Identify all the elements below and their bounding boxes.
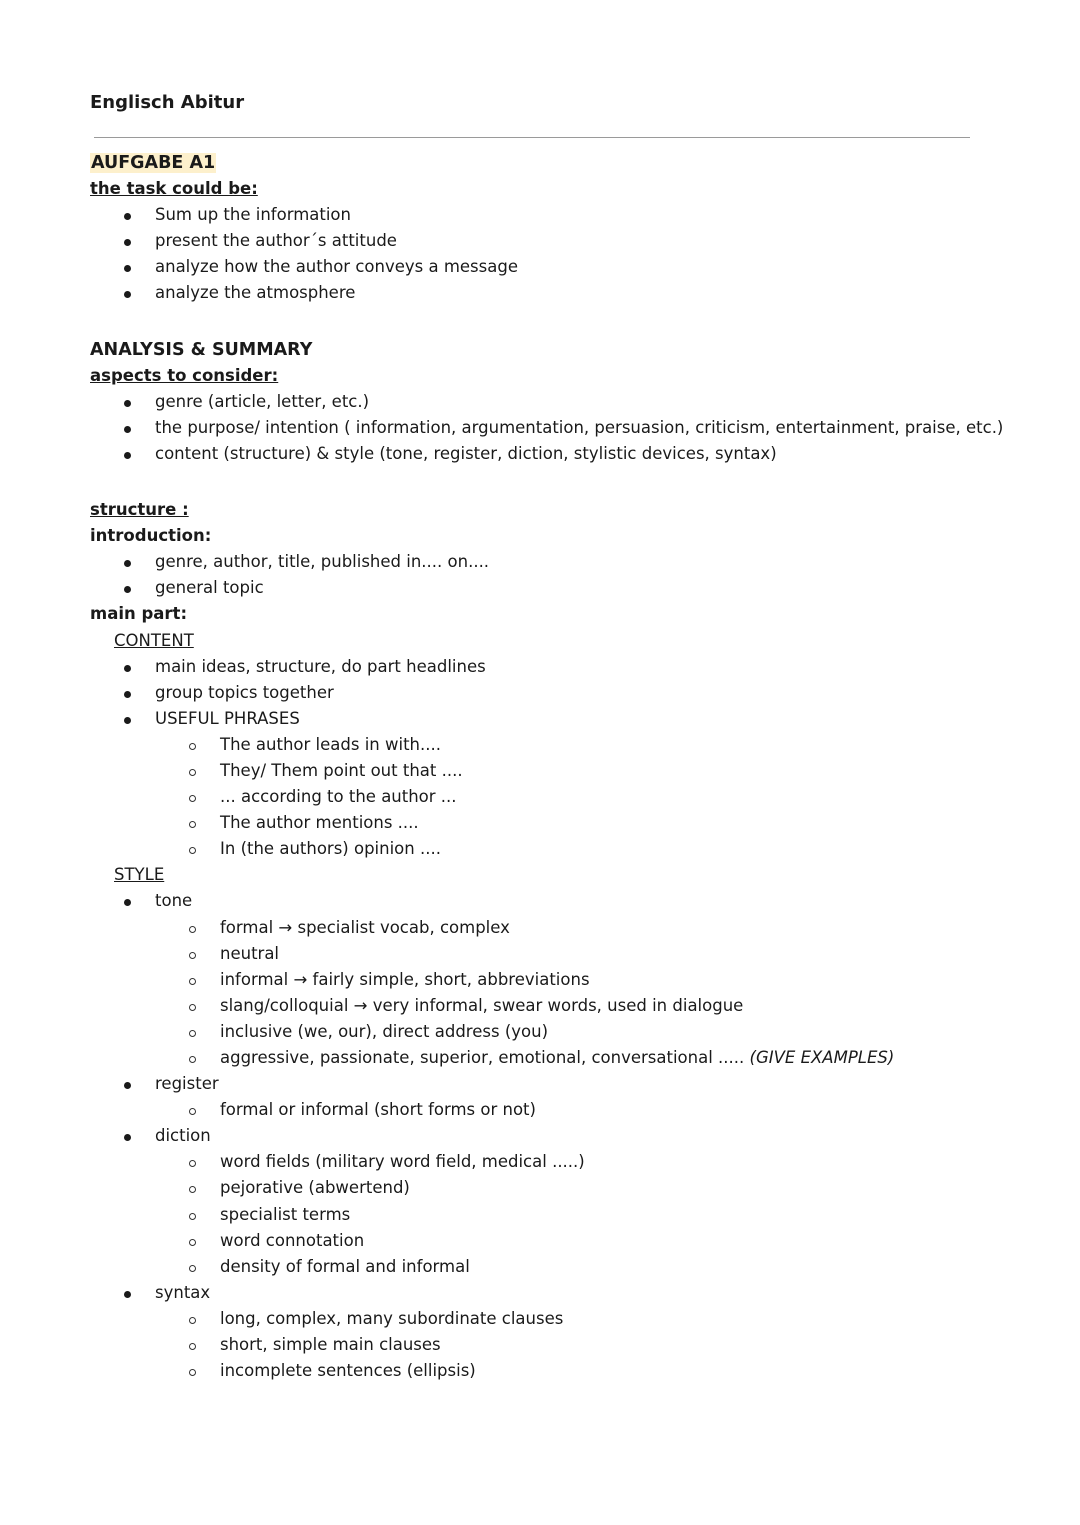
highlighted-heading: AUFGABE A1 <box>91 153 216 173</box>
circle-bullet-icon <box>189 926 196 933</box>
list-item: the purpose/ intention ( information, argumentation, persuasion, criticism, entertainment, praise, etc.) <box>90 415 990 441</box>
sub-list-item: formal → specialist vocab, complex <box>90 915 990 941</box>
circle-bullet-icon <box>189 847 196 854</box>
bullet-icon <box>124 899 131 906</box>
sub-list-item: The author leads in with.... <box>90 732 990 758</box>
bullet-icon <box>124 452 131 459</box>
list-item: Sum up the information <box>90 202 990 228</box>
list-item: analyze the atmosphere <box>90 280 990 306</box>
circle-bullet-icon <box>189 952 196 959</box>
circle-bullet-icon <box>189 1265 196 1272</box>
circle-bullet-icon <box>189 1317 196 1324</box>
circle-bullet-icon <box>189 1239 196 1246</box>
list-item: USEFUL PHRASES <box>90 706 990 732</box>
circle-bullet-icon <box>189 795 196 802</box>
structure-label: structure : <box>90 500 189 520</box>
bullet-icon <box>124 1291 131 1298</box>
document-title: Englisch Abitur <box>90 92 245 113</box>
bullet-icon <box>124 291 131 298</box>
circle-bullet-icon <box>189 1213 196 1220</box>
list-item: syntax <box>90 1280 990 1306</box>
list-item: present the author´s attitude <box>90 228 990 254</box>
bullet-icon <box>124 213 131 220</box>
list-item: group topics together <box>90 680 990 706</box>
main-part-label: main part: <box>90 604 188 624</box>
sub-list-item: slang/colloquial → very informal, swear words, used in dialogue <box>90 993 990 1019</box>
circle-bullet-icon <box>189 1343 196 1350</box>
bullet-icon <box>124 265 131 272</box>
aspects-label: aspects to consider: <box>90 365 279 385</box>
section-heading-analysis: ANALYSIS & SUMMARY <box>90 339 313 360</box>
circle-bullet-icon <box>189 1004 196 1011</box>
sub-list-item: formal or informal (short forms or not) <box>90 1097 990 1123</box>
circle-bullet-icon <box>189 743 196 750</box>
bullet-icon <box>124 691 131 698</box>
examples-note: (GIVE EXAMPLES) <box>749 1048 895 1067</box>
sub-list-item: They/ Them point out that .... <box>90 758 990 784</box>
sub-list-item: short, simple main clauses <box>90 1332 990 1358</box>
style-subheading: STYLE <box>114 865 165 885</box>
bullet-icon <box>124 586 131 593</box>
circle-bullet-icon <box>189 978 196 985</box>
circle-bullet-icon <box>189 1186 196 1193</box>
sub-list-item: neutral <box>90 941 990 967</box>
sub-list-item: ... according to the author ... <box>90 784 990 810</box>
sub-list-item: pejorative (abwertend) <box>90 1175 990 1201</box>
task-label: the task could be: <box>90 179 258 199</box>
circle-bullet-icon <box>189 1030 196 1037</box>
bullet-icon <box>124 560 131 567</box>
sub-list-item: The author mentions .... <box>90 810 990 836</box>
list-item: main ideas, structure, do part headlines <box>90 654 990 680</box>
sub-list-item: density of formal and informal <box>90 1254 990 1280</box>
content-subheading: CONTENT <box>114 630 194 650</box>
document-body <box>90 150 1004 1384</box>
sub-list-item: inclusive (we, our), direct address (you) <box>90 1019 990 1045</box>
list-item: general topic <box>90 575 990 601</box>
sub-list-item: word connotation <box>90 1228 990 1254</box>
bullet-icon <box>124 426 131 433</box>
sub-list-item: aggressive, passionate, superior, emotional, conversational ..... (GIVE EXAMPLES) <box>90 1045 990 1071</box>
list-item: register <box>90 1071 990 1097</box>
bullet-icon <box>124 1134 131 1141</box>
bullet-icon <box>124 665 131 672</box>
circle-bullet-icon <box>189 1369 196 1376</box>
circle-bullet-icon <box>189 769 196 776</box>
bullet-icon <box>124 400 131 407</box>
sub-list-item: long, complex, many subordinate clauses <box>90 1306 990 1332</box>
circle-bullet-icon <box>189 821 196 828</box>
horizontal-divider <box>94 137 970 138</box>
sub-list-item: In (the authors) opinion .... <box>90 836 990 862</box>
circle-bullet-icon <box>189 1160 196 1167</box>
list-item: tone <box>90 888 990 914</box>
circle-bullet-icon <box>189 1056 196 1063</box>
circle-bullet-icon <box>189 1108 196 1115</box>
list-item: analyze how the author conveys a message <box>90 254 990 280</box>
list-item: genre, author, title, published in.... on.... <box>90 549 990 575</box>
bullet-icon <box>124 1082 131 1089</box>
sub-list-item: word fields (military word field, medical .....) <box>90 1149 990 1175</box>
bullet-icon <box>124 239 131 246</box>
sub-list-item: informal → fairly simple, short, abbreviations <box>90 967 990 993</box>
list-item: content (structure) & style (tone, register, diction, stylistic devices, syntax) <box>90 441 990 467</box>
list-item: diction <box>90 1123 990 1149</box>
introduction-label: introduction: <box>90 526 212 546</box>
sub-list-item: specialist terms <box>90 1202 990 1228</box>
section-heading-aufgabe <box>90 150 990 176</box>
bullet-icon <box>124 717 131 724</box>
sub-list-item: incomplete sentences (ellipsis) <box>90 1358 990 1384</box>
list-item: genre (article, letter, etc.) <box>90 389 990 415</box>
